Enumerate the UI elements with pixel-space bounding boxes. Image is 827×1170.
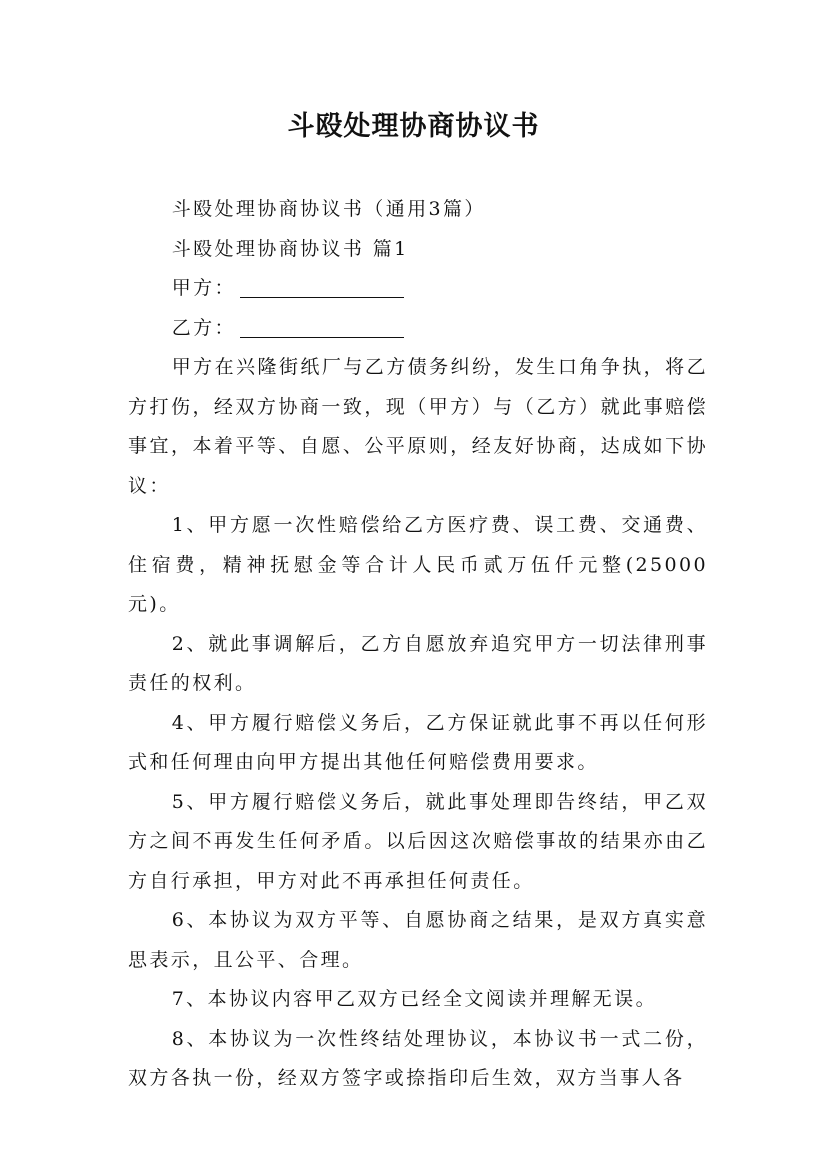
paragraph-intro: 甲方在兴隆街纸厂与乙方债务纠纷，发生口角争执，将乙方打伤，经双方协商一致，现（甲方）与（乙方）就此事赔偿事宜，本着平等、自愿、公平原则，经友好协商，达成如下协议： <box>128 356 708 497</box>
paragraph-clause-8: 8、本协议为一次性终结处理协议，本协议书一式二份，双方各执一份，经双方签字或捺指印后生效，双方当事人各 <box>128 1027 708 1089</box>
party-a-label: 甲方： <box>171 277 236 299</box>
party-a-line <box>128 269 708 309</box>
party-a-blank <box>240 277 404 298</box>
party-b-line <box>128 309 708 349</box>
section-heading: 斗殴处理协商协议书 篇1 <box>171 237 409 260</box>
paragraph-clause-6: 6、本协议为双方平等、自愿协商之结果，是双方真实意思表示，且公平、合理。 <box>128 909 708 971</box>
paragraph-clause-5: 5、甲方履行赔偿义务后，就此事处理即告终结，甲乙双方之间不再发生任何矛盾。以后因这次赔偿事故的结果亦由乙方自行承担，甲方对此不再承担任何责任。 <box>128 790 708 892</box>
paragraph-clause-4: 4、甲方履行赔偿义务后，乙方保证就此事不再以任何形式和任何理由向甲方提出其他任何赔偿费用要求。 <box>128 711 708 773</box>
paragraph-clause-1: 1、甲方愿一次性赔偿给乙方医疗费、误工费、交通费、住宿费，精神抚慰金等合计人民币贰万伍仟元整(25000元)。 <box>128 514 708 615</box>
paragraph-clause-7: 7、本协议内容甲乙双方已经全文阅读并理解无误。 <box>171 988 657 1010</box>
document-title: 斗殴处理协商协议书 <box>287 111 540 142</box>
document-subtitle: 斗殴处理协商协议书（通用3篇） <box>171 198 486 220</box>
party-b-blank <box>240 317 404 338</box>
document-body <box>128 190 708 1099</box>
paragraph-clause-2: 2、就此事调解后，乙方自愿放弃追究甲方一切法律刑事责任的权利。 <box>128 632 708 694</box>
party-b-label: 乙方： <box>171 316 236 339</box>
